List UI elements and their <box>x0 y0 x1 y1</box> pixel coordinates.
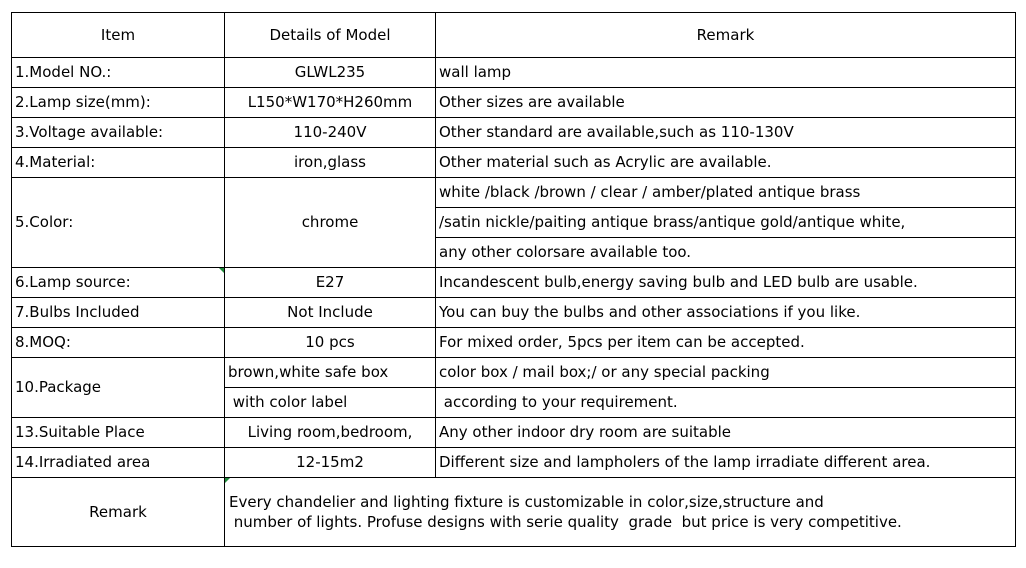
details-cell: 110-240V <box>225 118 436 148</box>
row-package <box>12 358 1016 388</box>
item-cell: 4.Material: <box>12 148 225 178</box>
details-cell: iron,glass <box>225 148 436 178</box>
row-bulbs <box>12 298 1016 328</box>
header-row <box>12 13 1016 58</box>
row-size <box>12 88 1016 118</box>
details-cell: Living room,bedroom, <box>225 418 436 448</box>
details-cell: 10 pcs <box>225 328 436 358</box>
header-item: Item <box>12 13 225 58</box>
item-cell: 10.Package <box>12 358 225 418</box>
item-cell: 1.Model NO.: <box>12 58 225 88</box>
row-area <box>12 448 1016 478</box>
spec-table <box>11 12 1016 547</box>
remark-cell: For mixed order, 5pcs per item can be accepted. <box>436 328 1016 358</box>
remark-cell: wall lamp <box>436 58 1016 88</box>
footer-line-2: number of lights. Profuse designs with serie quality grade but price is very competitive. <box>229 513 902 531</box>
header-details: Details of Model <box>225 13 436 58</box>
row-place <box>12 418 1016 448</box>
row-material <box>12 148 1016 178</box>
remark-cell: Other standard are available,such as 110-130V <box>436 118 1016 148</box>
item-cell: 2.Lamp size(mm): <box>12 88 225 118</box>
details-cell: Not Include <box>225 298 436 328</box>
item-cell: 7.Bulbs Included <box>12 298 225 328</box>
remark-cell: white /black /brown / clear / amber/plated antique brass <box>436 178 1016 208</box>
remark-cell: Incandescent bulb,energy saving bulb and LED bulb are usable. <box>436 268 1016 298</box>
remark-cell: according to your requirement. <box>436 388 1016 418</box>
item-cell: 14.Irradiated area <box>12 448 225 478</box>
row-footer-remark <box>12 478 1016 547</box>
footer-remark-text <box>225 478 1016 547</box>
footer-label: Remark <box>12 478 225 547</box>
row-color <box>12 178 1016 208</box>
cell-marker-icon <box>219 268 224 273</box>
details-cell: 12-15m2 <box>225 448 436 478</box>
item-cell: 6.Lamp source: <box>12 268 225 298</box>
row-moq <box>12 328 1016 358</box>
remark-cell: You can buy the bulbs and other associations if you like. <box>436 298 1016 328</box>
item-cell: 8.MOQ: <box>12 328 225 358</box>
remark-cell: color box / mail box;/ or any special packing <box>436 358 1016 388</box>
item-cell: 5.Color: <box>12 178 225 268</box>
remark-cell: any other colorsare available too. <box>436 238 1016 268</box>
details-cell: GLWL235 <box>225 58 436 88</box>
item-cell: 13.Suitable Place <box>12 418 225 448</box>
remark-cell: Different size and lampholers of the lamp irradiate different area. <box>436 448 1016 478</box>
remark-cell: /satin nickle/paiting antique brass/antique gold/antique white, <box>436 208 1016 238</box>
remark-cell: Other sizes are available <box>436 88 1016 118</box>
details-cell: L150*W170*H260mm <box>225 88 436 118</box>
details-cell: chrome <box>225 178 436 268</box>
remark-cell: Any other indoor dry room are suitable <box>436 418 1016 448</box>
footer-line-1: Every chandelier and lighting fixture is customizable in color,size,structure and <box>229 493 824 511</box>
remark-cell: Other material such as Acrylic are available. <box>436 148 1016 178</box>
row-model <box>12 58 1016 88</box>
cell-marker-icon <box>225 478 230 483</box>
header-remark: Remark <box>436 13 1016 58</box>
details-cell: with color label <box>225 388 436 418</box>
row-voltage <box>12 118 1016 148</box>
details-cell: brown,white safe box <box>225 358 436 388</box>
item-cell: 3.Voltage available: <box>12 118 225 148</box>
row-source <box>12 268 1016 298</box>
details-cell: E27 <box>225 268 436 298</box>
